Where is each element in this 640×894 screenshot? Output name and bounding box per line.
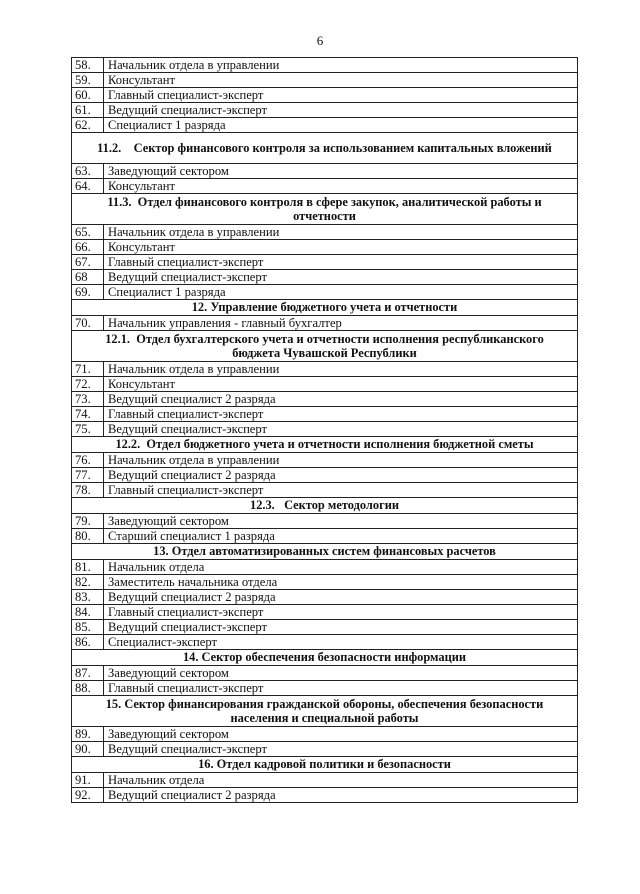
- section-heading: 12.3. Сектор методологии: [72, 498, 578, 514]
- position-number: 63.: [72, 164, 104, 179]
- position-title: Заведующий сектором: [104, 514, 578, 529]
- position-row: [72, 362, 578, 377]
- position-row: [72, 620, 578, 635]
- position-title: Заведующий сектором: [104, 164, 578, 179]
- page-number: 6: [316, 33, 324, 48]
- position-title: Ведущий специалист 2 разряда: [104, 392, 578, 407]
- position-number: 88.: [72, 681, 104, 696]
- position-number: 74.: [72, 407, 104, 422]
- position-row: [72, 514, 578, 529]
- position-row: [72, 179, 578, 194]
- position-row: [72, 468, 578, 483]
- position-title: Главный специалист-эксперт: [104, 681, 578, 696]
- position-row: [72, 164, 578, 179]
- position-title: Ведущий специалист 2 разряда: [104, 590, 578, 605]
- position-number: 58.: [72, 58, 104, 73]
- position-row: [72, 742, 578, 757]
- position-title: Главный специалист-эксперт: [104, 88, 578, 103]
- position-number: 81.: [72, 560, 104, 575]
- position-number: 79.: [72, 514, 104, 529]
- section-heading-row: [72, 133, 578, 164]
- section-heading: 15. Сектор финансирования гражданской обороны, обеспечения безопасности населения и специальной работы: [72, 696, 578, 727]
- position-title: Ведущий специалист-эксперт: [104, 422, 578, 437]
- position-row: [72, 407, 578, 422]
- position-title: Специалист 1 разряда: [104, 285, 578, 300]
- section-heading-row: [72, 331, 578, 362]
- position-title: Начальник отдела в управлении: [104, 453, 578, 468]
- section-heading-row: [72, 498, 578, 514]
- position-number: 72.: [72, 377, 104, 392]
- position-title: Главный специалист-эксперт: [104, 255, 578, 270]
- position-number: 64.: [72, 179, 104, 194]
- position-title: Консультант: [104, 73, 578, 88]
- position-title: Начальник управления - главный бухгалтер: [104, 316, 578, 331]
- position-number: 62.: [72, 118, 104, 133]
- position-number: 70.: [72, 316, 104, 331]
- position-number: 86.: [72, 635, 104, 650]
- position-number: 85.: [72, 620, 104, 635]
- position-title: Заведующий сектором: [104, 666, 578, 681]
- position-number: 89.: [72, 727, 104, 742]
- position-row: [72, 377, 578, 392]
- position-row: [72, 392, 578, 407]
- position-row: [72, 453, 578, 468]
- position-row: [72, 483, 578, 498]
- position-row: [72, 422, 578, 437]
- position-number: 61.: [72, 103, 104, 118]
- position-row: [72, 727, 578, 742]
- position-title: Начальник отдела в управлении: [104, 362, 578, 377]
- position-row: [72, 88, 578, 103]
- position-title: Главный специалист-эксперт: [104, 407, 578, 422]
- position-row: [72, 666, 578, 681]
- position-title: Консультант: [104, 377, 578, 392]
- position-title: Специалист 1 разряда: [104, 118, 578, 133]
- position-number: 92.: [72, 788, 104, 803]
- section-heading: 13. Отдел автоматизированных систем финансовых расчетов: [72, 544, 578, 560]
- position-row: [72, 529, 578, 544]
- position-title: Специалист-эксперт: [104, 635, 578, 650]
- position-number: 60.: [72, 88, 104, 103]
- position-number: 75.: [72, 422, 104, 437]
- position-row: [72, 560, 578, 575]
- position-title: Ведущий специалист-эксперт: [104, 742, 578, 757]
- section-heading-row: [72, 757, 578, 773]
- position-row: [72, 240, 578, 255]
- position-row: [72, 58, 578, 73]
- position-row: [72, 270, 578, 285]
- section-heading: 12.1. Отдел бухгалтерского учета и отчетности исполнения республиканского бюджета Чувашской Республики: [72, 331, 578, 362]
- position-title: Консультант: [104, 179, 578, 194]
- section-heading: 14. Сектор обеспечения безопасности информации: [72, 650, 578, 666]
- staff-positions-body: [72, 58, 578, 803]
- position-row: [72, 788, 578, 803]
- section-heading: 12. Управление бюджетного учета и отчетности: [72, 300, 578, 316]
- section-heading-row: [72, 194, 578, 225]
- section-heading: 12.2. Отдел бюджетного учета и отчетности исполнения бюджетной сметы: [72, 437, 578, 453]
- position-title: Ведущий специалист-эксперт: [104, 103, 578, 118]
- position-row: [72, 255, 578, 270]
- position-row: [72, 225, 578, 240]
- position-number: 67.: [72, 255, 104, 270]
- position-title: Главный специалист-эксперт: [104, 483, 578, 498]
- position-row: [72, 681, 578, 696]
- position-row: [72, 73, 578, 88]
- position-title: Старший специалист 1 разряда: [104, 529, 578, 544]
- position-title: Ведущий специалист-эксперт: [104, 270, 578, 285]
- position-number: 78.: [72, 483, 104, 498]
- position-number: 68: [72, 270, 104, 285]
- position-number: 80.: [72, 529, 104, 544]
- position-number: 83.: [72, 590, 104, 605]
- position-row: [72, 605, 578, 620]
- position-number: 65.: [72, 225, 104, 240]
- position-title: Заместитель начальника отдела: [104, 575, 578, 590]
- position-title: Ведущий специалист 2 разряда: [104, 788, 578, 803]
- position-title: Начальник отдела: [104, 560, 578, 575]
- position-number: 82.: [72, 575, 104, 590]
- position-title: Ведущий специалист-эксперт: [104, 620, 578, 635]
- section-heading-row: [72, 300, 578, 316]
- section-heading-row: [72, 650, 578, 666]
- position-title: Консультант: [104, 240, 578, 255]
- position-title: Начальник отдела: [104, 773, 578, 788]
- position-title: Начальник отдела в управлении: [104, 225, 578, 240]
- section-heading: 16. Отдел кадровой политики и безопасности: [72, 757, 578, 773]
- position-row: [72, 575, 578, 590]
- section-heading-row: [72, 437, 578, 453]
- position-number: 84.: [72, 605, 104, 620]
- position-number: 77.: [72, 468, 104, 483]
- position-number: 66.: [72, 240, 104, 255]
- position-row: [72, 316, 578, 331]
- position-number: 87.: [72, 666, 104, 681]
- position-row: [72, 118, 578, 133]
- section-heading-row: [72, 544, 578, 560]
- position-number: 76.: [72, 453, 104, 468]
- section-heading: 11.3. Отдел финансового контроля в сфере закупок, аналитической работы и отчетности: [72, 194, 578, 225]
- position-number: 69.: [72, 285, 104, 300]
- position-row: [72, 285, 578, 300]
- position-number: 73.: [72, 392, 104, 407]
- position-row: [72, 635, 578, 650]
- position-number: 59.: [72, 73, 104, 88]
- position-row: [72, 590, 578, 605]
- position-number: 71.: [72, 362, 104, 377]
- position-row: [72, 103, 578, 118]
- staff-positions-table: [71, 57, 578, 803]
- position-title: Ведущий специалист 2 разряда: [104, 468, 578, 483]
- position-number: 90.: [72, 742, 104, 757]
- position-title: Начальник отдела в управлении: [104, 58, 578, 73]
- position-row: [72, 773, 578, 788]
- position-title: Главный специалист-эксперт: [104, 605, 578, 620]
- section-heading-row: [72, 696, 578, 727]
- section-heading: 11.2. Сектор финансового контроля за использованием капитальных вложений: [72, 133, 578, 164]
- position-number: 91.: [72, 773, 104, 788]
- position-title: Заведующий сектором: [104, 727, 578, 742]
